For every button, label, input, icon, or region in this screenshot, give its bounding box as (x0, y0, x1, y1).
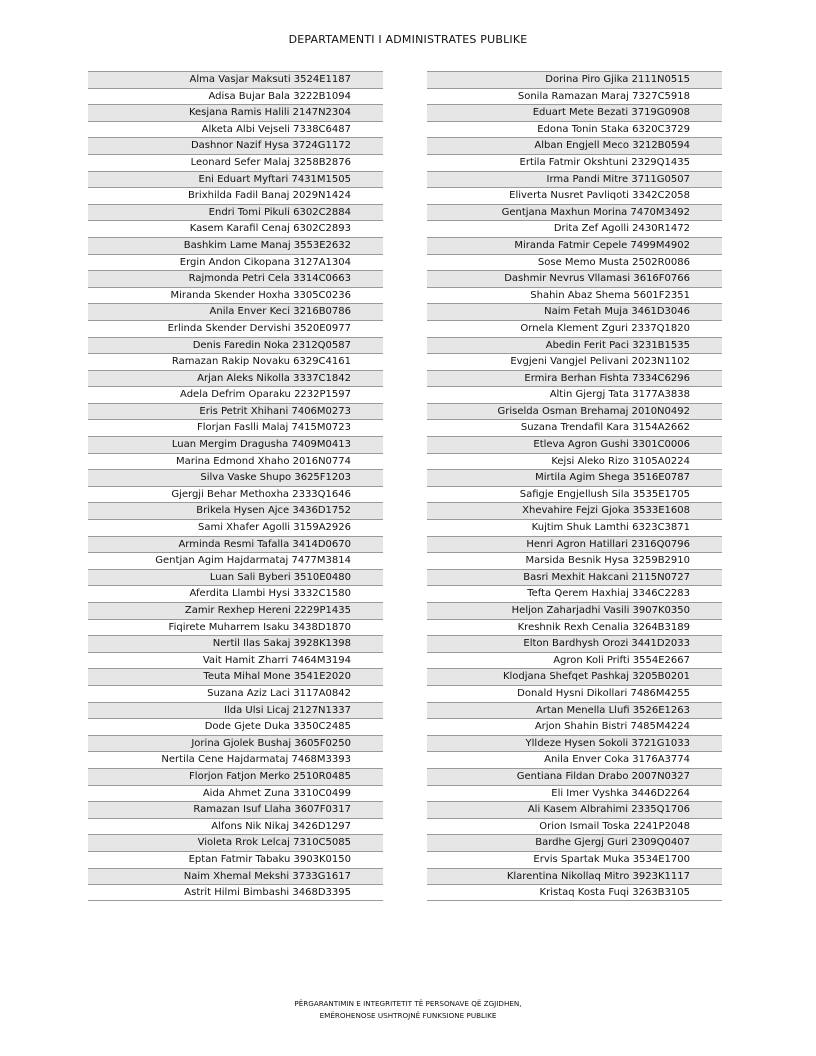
list-row: Teuta Mihal Mone 3541E2020 (88, 668, 383, 685)
list-row: Kesjana Ramis Halili 2147N2304 (88, 104, 383, 121)
list-row: Ermira Berhan Fishta 7334C6296 (427, 370, 722, 387)
footer-line-1: PËRGARANTIMIN E INTEGRITETIT TË PERSONAVE QË ZGJIDHEN, (294, 999, 522, 1008)
list-row: Alma Vasjar Maksuti 3524E1187 (88, 71, 383, 88)
list-row: Leonard Sefer Malaj 3258B2876 (88, 154, 383, 171)
list-row: Denis Faredin Noka 2312Q0587 (88, 337, 383, 354)
list-row: Donald Hysni Dikollari 7486M4255 (427, 685, 722, 702)
list-row: Klodjana Shefqet Pashkaj 3205B0201 (427, 668, 722, 685)
list-row: Naim Fetah Muja 3461D3046 (427, 303, 722, 320)
list-row: Rajmonda Petri Cela 3314C0663 (88, 270, 383, 287)
list-row: Etleva Agron Gushi 3301C0006 (427, 436, 722, 453)
list-row: Klarentina Nikollaq Mitro 3923K1117 (427, 868, 722, 885)
list-row: Agron Koli Prifti 3554E2667 (427, 652, 722, 669)
list-row: Brikela Hysen Ajce 3436D1752 (88, 502, 383, 519)
list-row: Abedin Ferit Paci 3231B1535 (427, 337, 722, 354)
list-row: Safigje Engjellush Sila 3535E1705 (427, 486, 722, 503)
list-row: Gjergji Behar Methoxha 2333Q1646 (88, 486, 383, 503)
list-row: Arminda Resmi Tafalla 3414D0670 (88, 536, 383, 553)
list-row: Gentjana Maxhun Morina 7470M3492 (427, 204, 722, 221)
list-row: Ylldeze Hysen Sokoli 3721G1033 (427, 735, 722, 752)
list-row: Zamir Rexhep Hereni 2229P1435 (88, 602, 383, 619)
list-row: Fiqirete Muharrem Isaku 3438D1870 (88, 619, 383, 636)
footer-line-2: EMËROHENOSE USHTROJNË FUNKSIONE PUBLIKE (319, 1011, 497, 1020)
list-row: Jorina Gjolek Bushaj 3605F0250 (88, 735, 383, 752)
list-row: Eni Eduart Myftari 7431M1505 (88, 171, 383, 188)
list-row: Kujtim Shuk Lamthi 6323C3871 (427, 519, 722, 536)
list-row: Marsida Besnik Hysa 3259B2910 (427, 552, 722, 569)
list-row: Arjan Aleks Nikolla 3337C1842 (88, 370, 383, 387)
list-row: Suzana Trendafil Kara 3154A2662 (427, 419, 722, 436)
list-row: Brixhilda Fadil Banaj 2029N1424 (88, 187, 383, 204)
list-row: Sami Xhafer Agolli 3159A2926 (88, 519, 383, 536)
list-row: Luan Mergim Dragusha 7409M0413 (88, 436, 383, 453)
list-row: Henri Agron Hatillari 2316Q0796 (427, 536, 722, 553)
list-row: Kreshnik Rexh Cenalia 3264B3189 (427, 619, 722, 636)
list-row: Dashnor Nazif Hysa 3724G1172 (88, 137, 383, 154)
list-row: Bashkim Lame Manaj 3553E2632 (88, 237, 383, 254)
list-row: Dode Gjete Duka 3350C2485 (88, 718, 383, 735)
list-row: Astrit Hilmi Bimbashi 3468D3395 (88, 884, 383, 901)
list-row: Ervis Spartak Muka 3534E1700 (427, 851, 722, 868)
page-title: DEPARTAMENTI I ADMINISTRATES PUBLIKE (288, 33, 528, 46)
list-row: Eliverta Nusret Pavliqoti 3342C2058 (427, 187, 722, 204)
list-row: Adela Defrim Oparaku 2232P1597 (88, 386, 383, 403)
footer (0, 998, 816, 1022)
list-row: Shahin Abaz Shema 5601F2351 (427, 287, 722, 304)
list-row: Arjon Shahin Bistri 7485M4224 (427, 718, 722, 735)
list-row: Sose Memo Musta 2502R0086 (427, 254, 722, 271)
list-row: Eduart Mete Bezati 3719G0908 (427, 104, 722, 121)
list-row: Elton Bardhysh Orozi 3441D2033 (427, 635, 722, 652)
list-row: Aferdita Llambi Hysi 3332C1580 (88, 585, 383, 602)
list-row: Evgjeni Vangjel Pelivani 2023N1102 (427, 353, 722, 370)
list-row: Kristaq Kosta Fuqi 3263B3105 (427, 884, 722, 901)
list-row: Drita Zef Agolli 2430R1472 (427, 220, 722, 237)
list-row: Alfons Nik Nikaj 3426D1297 (88, 818, 383, 835)
list-row: Nertil Ilas Sakaj 3928K1398 (88, 635, 383, 652)
list-row: Edona Tonin Staka 6320C3729 (427, 121, 722, 138)
list-row: Alketa Albi Vejseli 7338C6487 (88, 121, 383, 138)
list-row: Florjan Faslli Malaj 7415M0723 (88, 419, 383, 436)
list-row: Dashmir Nevrus Vllamasi 3616F0766 (427, 270, 722, 287)
list-row: Aida Ahmet Zuna 3310C0499 (88, 785, 383, 802)
list-row: Kejsi Aleko Rizo 3105A0224 (427, 453, 722, 470)
list-row: Suzana Aziz Laci 3117A0842 (88, 685, 383, 702)
list-row: Mirtila Agim Shega 3516E0787 (427, 469, 722, 486)
list-row: Xhevahire Fejzi Gjoka 3533E1608 (427, 502, 722, 519)
list-row: Anila Enver Coka 3176A3774 (427, 751, 722, 768)
list-row: Gentiana Fildan Drabo 2007N0327 (427, 768, 722, 785)
list-row: Florjon Fatjon Merko 2510R0485 (88, 768, 383, 785)
list-row: Marina Edmond Xhaho 2016N0774 (88, 453, 383, 470)
list-row: Ertila Fatmir Okshtuni 2329Q1435 (427, 154, 722, 171)
list-row: Gentjan Agim Hajdarmataj 7477M3814 (88, 552, 383, 569)
list-row: Ramazan Rakip Novaku 6329C4161 (88, 353, 383, 370)
list-row: Anila Enver Keci 3216B0786 (88, 303, 383, 320)
left-name-list (88, 71, 383, 901)
list-row: Altin Gjergj Tata 3177A3838 (427, 386, 722, 403)
list-row: Miranda Skender Hoxha 3305C0236 (88, 287, 383, 304)
list-row: Alban Engjell Meco 3212B0594 (427, 137, 722, 154)
list-row: Ramazan Isuf Llaha 3607F0317 (88, 801, 383, 818)
list-row: Erlinda Skender Dervishi 3520E0977 (88, 320, 383, 337)
list-row: Irma Pandi Mitre 3711G0507 (427, 171, 722, 188)
list-row: Ornela Klement Zguri 2337Q1820 (427, 320, 722, 337)
list-row: Artan Menella Llufi 3526E1263 (427, 702, 722, 719)
list-row: Adisa Bujar Bala 3222B1094 (88, 88, 383, 105)
list-row: Griselda Osman Brehamaj 2010N0492 (427, 403, 722, 420)
right-name-list (427, 71, 722, 901)
list-row: Ilda Ulsi Licaj 2127N1337 (88, 702, 383, 719)
list-row: Ergin Andon Cikopana 3127A1304 (88, 254, 383, 271)
list-row: Kasem Karafil Cenaj 6302C2893 (88, 220, 383, 237)
list-row: Silva Vaske Shupo 3625F1203 (88, 469, 383, 486)
list-row: Sonila Ramazan Maraj 7327C5918 (427, 88, 722, 105)
list-row: Dorina Piro Gjika 2111N0515 (427, 71, 722, 88)
list-row: Ali Kasem Albrahimi 2335Q1706 (427, 801, 722, 818)
list-row: Bardhe Gjergj Guri 2309Q0407 (427, 834, 722, 851)
list-row: Eli Imer Vyshka 3446D2264 (427, 785, 722, 802)
list-row: Eris Petrit Xhihani 7406M0273 (88, 403, 383, 420)
list-row: Luan Sali Byberi 3510E0480 (88, 569, 383, 586)
list-row: Tefta Qerem Haxhiaj 3346C2283 (427, 585, 722, 602)
list-row: Basri Mexhit Hakcani 2115N0727 (427, 569, 722, 586)
list-row: Orion Ismail Toska 2241P2048 (427, 818, 722, 835)
list-row: Heljon Zaharjadhi Vasili 3907K0350 (427, 602, 722, 619)
list-row: Violeta Rrok Lelcaj 7310C5085 (88, 834, 383, 851)
list-row: Vait Hamit Zharri 7464M3194 (88, 652, 383, 669)
list-row: Endri Tomi Pikuli 6302C2884 (88, 204, 383, 221)
list-row: Eptan Fatmir Tabaku 3903K0150 (88, 851, 383, 868)
list-row: Nertila Cene Hajdarmataj 7468M3393 (88, 751, 383, 768)
list-row: Miranda Fatmir Cepele 7499M4902 (427, 237, 722, 254)
list-row: Naim Xhemal Mekshi 3733G1617 (88, 868, 383, 885)
